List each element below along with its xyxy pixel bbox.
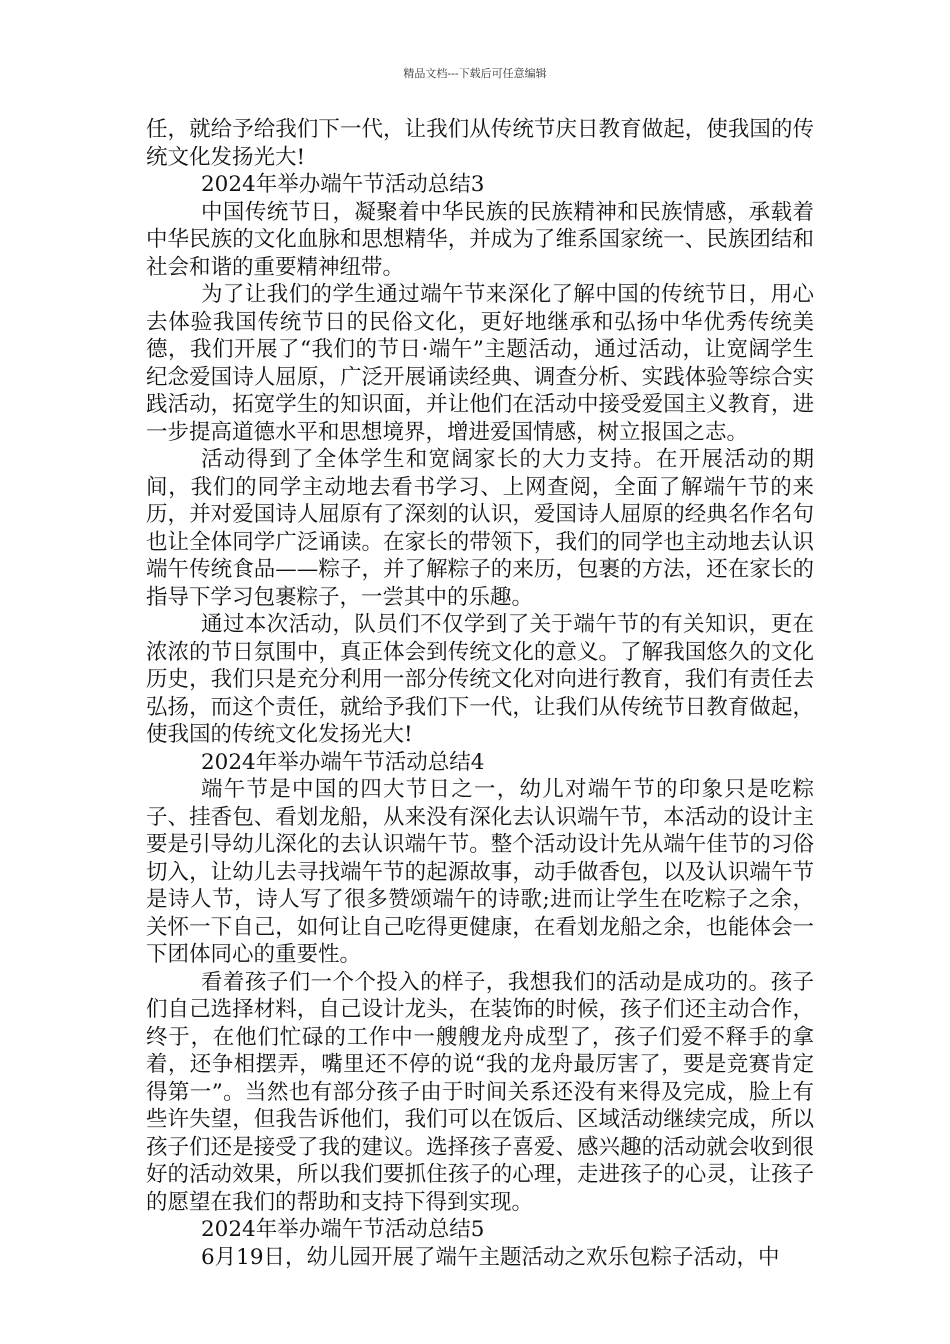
paragraph: 中国传统节日，凝聚着中华民族的民族精神和民族情感，承载着中华民族的文化血脉和思想精华，并成为了维系国家统一、民族团结和社会和谐的重要精神纽带。 — [146, 199, 814, 280]
section-heading: 2024年举办端午节活动总结5 — [201, 1217, 485, 1242]
paragraph: 活动得到了全体学生和宽阔家长的大力支持。在开展活动的期间，我们的同学主动地去看书学习、上网查阅，全面了解端午节的来历，并对爱国诗人屈原有了深刻的认识，爱国诗人屈原的经典名作名句也让全体同学广泛诵读。在家长的带领下，我们的同学也主动地去认识端午传统食品——粽子，并了解粽子的来历，包裹的方法，还在家长的指导下学习包裹粽子，一尝其中的乐趣。 — [146, 447, 814, 610]
paragraph: 6月19日，幼儿园开展了端午主题活动之欢乐包粽子活动，中 — [201, 1244, 780, 1270]
page-header: 精品文档---下载后可任意编辑 — [403, 67, 547, 80]
section-heading: 2024年举办端午节活动总结4 — [201, 749, 485, 775]
paragraph: 看着孩子们一个个投入的样子，我想我们的活动是成功的。孩子们自己选择材料，自己设计龙头，在装饰的时候，孩子们还主动合作，终于，在他们忙碌的工作中一艘艘龙舟成型了，孩子们爱不释手的拿着，还争相摆弄，嘴里还不停的说“我的龙舟最厉害了，要是竞赛肯定得第一”。当然也有部分孩子由于时间关系还没有来得及完成，脸上有些许失望，但我告诉他们，我们可以在饭后、区域活动继续完成，所以孩子们还是接受了我的建议。选择孩子喜爱、感兴趣的活动就会收到很好的活动效果，所以我们要抓住孩子的心理，走进孩子的心灵，让孩子的愿望在我们的帮助和支持下得到实现。 — [146, 969, 814, 1215]
paragraph: 通过本次活动，队员们不仅学到了关于端午节的有关知识，更在浓浓的节日氛围中，真正体会到传统文化的意义。了解我国悠久的文化历史，我们只是充分利用一部分传统文化对向进行教育，我们有责任去弘扬，而这个责任，就给予我们下一代，让我们从传统节日教育做起，使我国的传统文化发扬光大! — [146, 612, 814, 747]
section-heading: 2024年举办端午节活动总结3 — [201, 172, 485, 197]
paragraph: 为了让我们的学生通过端午节来深化了解中国的传统节日，用心去体验我国传统节日的民俗文化，更好地继承和弘扬中华优秀传统美德，我们开展了“我们的节日·端午”主题活动，通过活动，让宽阔学生纪念爱国诗人屈原，广泛开展诵读经典、调查分析、实践体验等综合实践活动，拓宽学生的知识面，并让他们在活动中接受爱国主义教育，进一步提高道德水平和思想境界，增进爱国情感，树立报国之志。 — [146, 282, 814, 445]
document-body — [146, 116, 814, 1271]
paragraph: 端午节是中国的四大节日之一，幼儿对端午节的印象只是吃粽子、挂香包、看划龙船，从来没有深化去认识端午节，本活动的设计主要是引导幼儿深化的去认识端午节。整个活动设计先从端午佳节的习俗切入，让幼儿去寻找端午节的起源故事，动手做香包，以及认识端午节是诗人节，诗人写了很多赞颂端午的诗歌;进而让学生在吃粽子之余，关怀一下自己，如何让自己吃得更健康，在看划龙船之余，也能体会一下团体同心的重要性。 — [146, 777, 814, 967]
paragraph: 任，就给予给我们下一代，让我们从传统节庆日教育做起，使我国的传统文化发扬光大! — [146, 117, 814, 170]
